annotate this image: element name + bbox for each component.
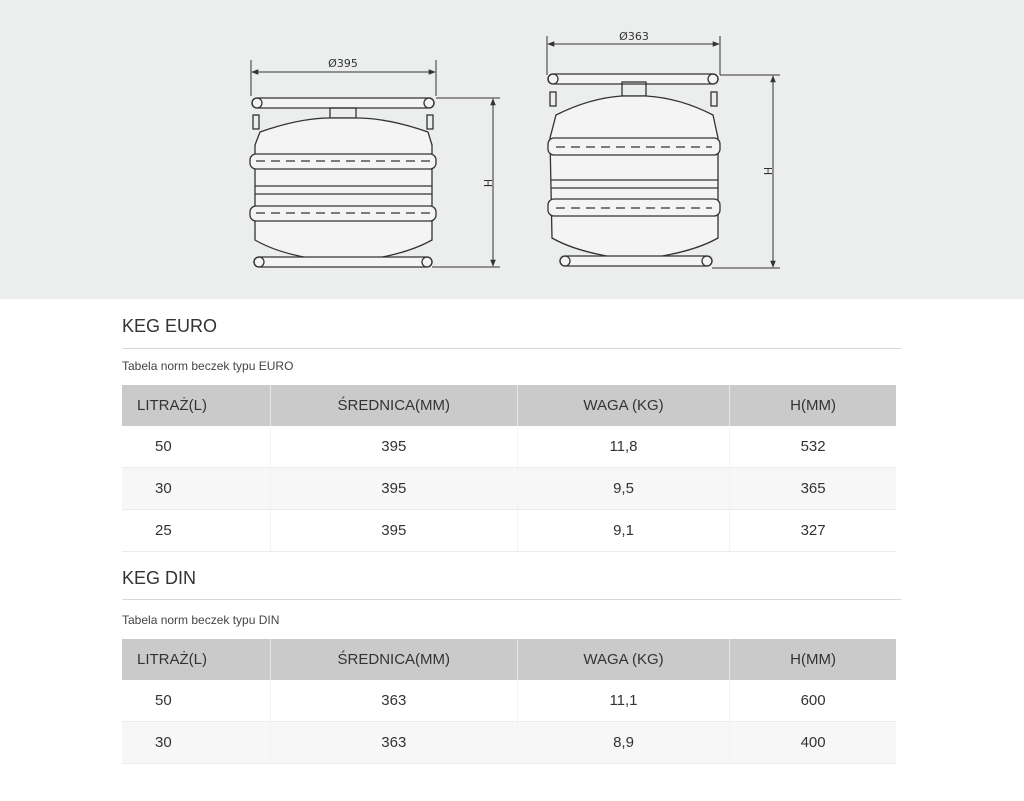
- euro-title-divider: [122, 348, 901, 349]
- cell-diameter: 395: [270, 468, 517, 510]
- din-title-divider: [122, 599, 901, 600]
- header-volume: LITRAŻ(L): [122, 639, 270, 680]
- euro-table-caption: Tabela norm beczek typu EURO: [122, 359, 294, 373]
- cell-volume: 30: [122, 722, 270, 764]
- cell-volume: 30: [122, 468, 270, 510]
- header-weight: WAGA (KG): [517, 385, 729, 426]
- cell-diameter: 363: [270, 680, 517, 722]
- table-row: [122, 680, 896, 722]
- din-height-label: H: [761, 166, 774, 176]
- euro-keg-drawing: [250, 60, 500, 267]
- din-table-caption: Tabela norm beczek typu DIN: [122, 613, 280, 627]
- cell-height: 400: [730, 722, 896, 764]
- header-height: H(MM): [730, 385, 896, 426]
- cell-height: 600: [730, 680, 896, 722]
- euro-height-label: H: [481, 178, 494, 188]
- header-diameter: ŚREDNICA(MM): [270, 639, 517, 680]
- header-diameter: ŚREDNICA(MM): [270, 385, 517, 426]
- header-height: H(MM): [730, 639, 896, 680]
- table-row: [122, 426, 896, 468]
- din-spec-table: [122, 639, 896, 764]
- din-keg-drawing: [547, 36, 780, 268]
- cell-weight: 8,9: [517, 722, 729, 764]
- euro-section-title: KEG EURO: [122, 316, 218, 336]
- cell-weight: 9,5: [517, 468, 729, 510]
- cell-diameter: 395: [270, 426, 517, 468]
- cell-height: 532: [730, 426, 896, 468]
- keg-drawing-panel: [0, 0, 1024, 299]
- cell-volume: 25: [122, 510, 270, 552]
- cell-weight: 9,1: [517, 510, 729, 552]
- cell-volume: 50: [122, 426, 270, 468]
- cell-volume: 50: [122, 680, 270, 722]
- cell-weight: 11,1: [517, 680, 729, 722]
- header-weight: WAGA (KG): [517, 639, 729, 680]
- euro-diameter-label: Ø395: [328, 57, 358, 70]
- table-header-row: [122, 385, 896, 426]
- cell-diameter: 363: [270, 722, 517, 764]
- table-row: [122, 510, 896, 552]
- table-header-row: [122, 639, 896, 680]
- table-row: [122, 468, 896, 510]
- din-diameter-label: Ø363: [619, 30, 649, 43]
- cell-diameter: 395: [270, 510, 517, 552]
- euro-spec-table: [122, 385, 896, 552]
- cell-height: 365: [730, 468, 896, 510]
- table-row: [122, 722, 896, 764]
- keg-technical-drawing: [0, 0, 1024, 299]
- header-volume: LITRAŻ(L): [122, 385, 270, 426]
- din-section-title: KEG DIN: [122, 568, 197, 588]
- cell-height: 327: [730, 510, 896, 552]
- cell-weight: 11,8: [517, 426, 729, 468]
